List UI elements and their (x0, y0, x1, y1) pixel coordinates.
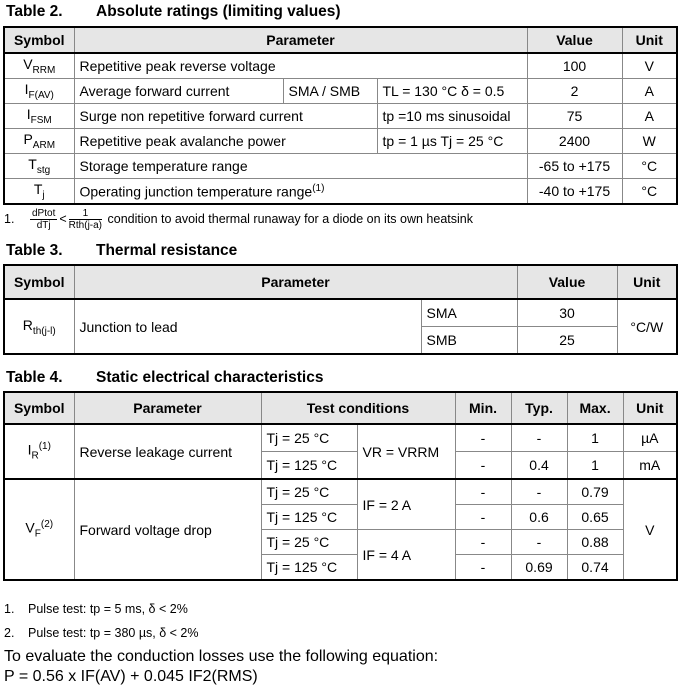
value-cell: 25 (517, 327, 617, 355)
table-row (4, 179, 677, 205)
max-cell: 0.79 (567, 479, 623, 505)
tj-cell: Tj = 25 °C (261, 479, 357, 505)
package-cell: SMA / SMB (283, 79, 377, 104)
header-value: Value (527, 27, 622, 53)
table3-thermal-resistance (3, 264, 678, 355)
value-cell: 100 (527, 53, 622, 79)
condition-cell: TL = 130 °C δ = 0.5 (377, 79, 527, 104)
typ-cell: - (511, 424, 567, 452)
unit-cell: A (622, 79, 677, 104)
min-cell: - (455, 424, 511, 452)
symbol-cell: $V_{RRM}$ (4, 53, 74, 79)
parameter-cell: Repetitive peak avalanche power (74, 129, 377, 154)
table2-caption (6, 3, 341, 21)
min-cell: - (455, 452, 511, 480)
max-cell: 0.88 (567, 530, 623, 555)
header-parameter: Parameter (74, 265, 517, 299)
value-cell: 75 (527, 104, 622, 129)
table4-footnote-2: 2. Pulse test: tp = 380 µs, δ < 2% (4, 626, 199, 640)
min-cell: - (455, 530, 511, 555)
table4-caption (6, 369, 323, 387)
header-typ: Typ. (511, 392, 567, 424)
unit-cell: °C/W (617, 299, 677, 354)
table4-footnote-1: 1. Pulse test: tp = 5 ms, δ < 2% (4, 602, 188, 616)
typ-cell: 0.4 (511, 452, 567, 480)
unit-cell: V (622, 53, 677, 79)
equation-intro: To evaluate the conduction losses use the following equation: (4, 648, 439, 665)
max-cell: 1 (567, 452, 623, 480)
parameter-cell: Storage temperature range (74, 154, 527, 179)
header-symbol: Symbol (4, 392, 74, 424)
value-cell: 30 (517, 299, 617, 327)
parameter-cell: Surge non repetitive forward current (74, 104, 377, 129)
symbol-cell: $R_{th(j-l)}$ (4, 299, 74, 354)
value-cell: -65 to +175 (527, 154, 622, 179)
table-row (4, 104, 677, 129)
min-cell: - (455, 505, 511, 530)
symbol-cell: $V_F^{(2)}$ (4, 479, 74, 580)
condition-cell: tp = 1 µs Tj = 25 °C (377, 129, 527, 154)
max-cell: 1 (567, 424, 623, 452)
min-cell: - (455, 555, 511, 581)
tj-cell: Tj = 125 °C (261, 555, 357, 581)
unit-cell: mA (623, 452, 677, 480)
unit-cell: µA (623, 424, 677, 452)
fraction-dptot-dtj: $\frac{\text{dPtot}}{\text{dTj}}$ (32, 208, 56, 231)
table3-title: Thermal resistance (96, 242, 238, 259)
table-row (4, 129, 677, 154)
table3-number: Table 3. (6, 242, 63, 259)
table2-title: Absolute ratings (limiting values) (96, 3, 341, 20)
header-parameter: Parameter (74, 392, 261, 424)
symbol-cell: $P_{ARM}$ (4, 129, 74, 154)
table-row (4, 53, 677, 79)
tj-cell: Tj = 125 °C (261, 452, 357, 480)
table2-header-row (4, 27, 677, 53)
table2-footnote: 1. $\frac{\text{dPtot}}{\text{dTj}}$ < $\frac{1}{\text{Rth(j-a)}}$ condition to avoid thermal runaway for a diode on its own heatsink (4, 208, 473, 231)
unit-cell: °C (622, 179, 677, 205)
header-unit: Unit (623, 392, 677, 424)
parameter-cell: Reverse leakage current (74, 424, 261, 479)
table4-header-row (4, 392, 677, 424)
header-value: Value (517, 265, 617, 299)
table-row (4, 299, 677, 327)
package-cell: SMB (421, 327, 517, 355)
symbol-cell: $I_R^{(1)}$ (4, 424, 74, 479)
table4-title: Static electrical characteristics (96, 369, 324, 386)
header-symbol: Symbol (4, 265, 74, 299)
symbol-cell: $T_j$ (4, 179, 74, 205)
typ-cell: - (511, 479, 567, 505)
header-unit: Unit (622, 27, 677, 53)
parameter-cell: Operating junction temperature range$^{(1)}$ (74, 179, 527, 205)
condition-cell: IF = 2 A (357, 479, 455, 530)
typ-cell: - (511, 530, 567, 555)
parameter-cell: Repetitive peak reverse voltage (74, 53, 527, 79)
parameter-cell: Junction to lead (74, 299, 421, 354)
unit-cell: °C (622, 154, 677, 179)
unit-cell: V (623, 479, 677, 580)
equation-formula: P = 0.56 x IF(AV) + 0.045 IF2(RMS) (4, 668, 258, 685)
table3-header-row (4, 265, 677, 299)
table3-caption (6, 242, 237, 260)
tj-cell: Tj = 125 °C (261, 505, 357, 530)
header-min: Min. (455, 392, 511, 424)
table-row (4, 424, 677, 452)
symbol-cell: $I_{FSM}$ (4, 104, 74, 129)
table4-static-electrical (3, 391, 678, 581)
value-cell: 2 (527, 79, 622, 104)
table2-number: Table 2. (6, 3, 63, 20)
unit-cell: A (622, 104, 677, 129)
table-row (4, 154, 677, 179)
table-row (4, 479, 677, 505)
tj-cell: Tj = 25 °C (261, 530, 357, 555)
condition-cell: tp =10 ms sinusoidal (377, 104, 527, 129)
table2-absolute-ratings (3, 26, 678, 205)
max-cell: 0.74 (567, 555, 623, 581)
fraction-1-rth: $\frac{1}{\text{Rth(j-a)}}$ (68, 208, 103, 231)
parameter-cell: Average forward current (74, 79, 283, 104)
condition-cell: VR = VRRM (357, 424, 455, 479)
condition-cell: IF = 4 A (357, 530, 455, 581)
unit-cell: W (622, 129, 677, 154)
header-parameter: Parameter (74, 27, 527, 53)
header-symbol: Symbol (4, 27, 74, 53)
parameter-cell: Forward voltage drop (74, 479, 261, 580)
typ-cell: 0.6 (511, 505, 567, 530)
max-cell: 0.65 (567, 505, 623, 530)
value-cell: 2400 (527, 129, 622, 154)
header-unit: Unit (617, 265, 677, 299)
symbol-cell: $I_{F(AV)}$ (4, 79, 74, 104)
header-test-conditions: Test conditions (261, 392, 455, 424)
value-cell: -40 to +175 (527, 179, 622, 205)
table4-number: Table 4. (6, 369, 63, 386)
header-max: Max. (567, 392, 623, 424)
min-cell: - (455, 479, 511, 505)
package-cell: SMA (421, 299, 517, 327)
table-row (4, 79, 677, 104)
symbol-cell: $T_{stg}$ (4, 154, 74, 179)
typ-cell: 0.69 (511, 555, 567, 581)
tj-cell: Tj = 25 °C (261, 424, 357, 452)
